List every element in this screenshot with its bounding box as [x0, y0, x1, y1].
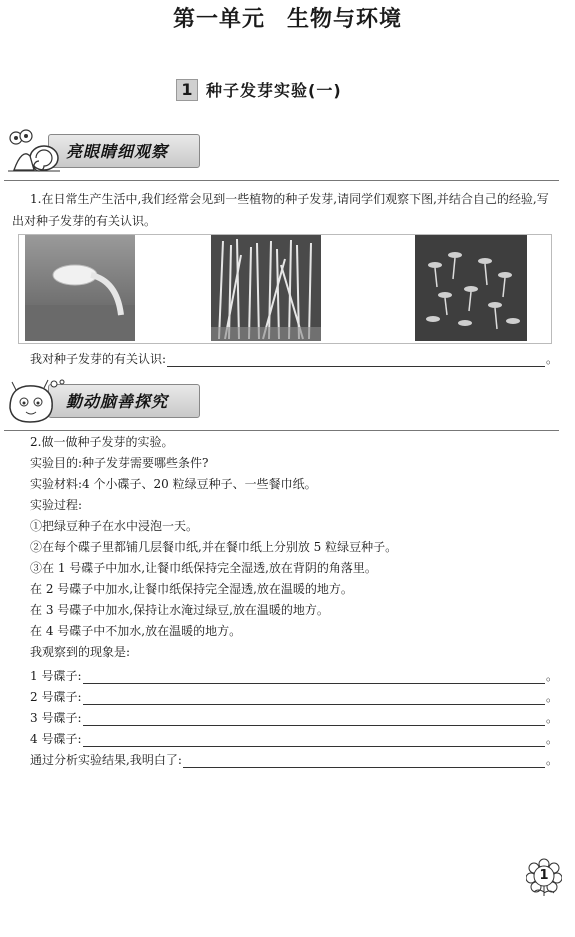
bean-sprouts-photo — [211, 235, 321, 341]
dish-3-answer-row: 3 号碟子: 。 — [30, 711, 558, 725]
experiment-process-label: 实验过程: — [30, 498, 83, 512]
divider — [4, 430, 559, 431]
unit-name: 生物与环境 — [287, 7, 403, 32]
dish-1-answer-row: 1 号碟子: 。 — [30, 669, 558, 683]
divider — [4, 180, 559, 181]
process-step-3: ③在 1 号碟子中加水,让餐巾纸保持完全湿透,放在背阴的角落里。 — [30, 561, 377, 575]
page-number-badge — [526, 858, 562, 894]
dish-4-answer-row: 4 号碟子: 。 — [30, 732, 558, 746]
question-2: 2.做一做种子发芽的实验。 — [30, 435, 174, 449]
dish-3-answer-line[interactable] — [83, 712, 545, 726]
unit-title — [0, 2, 575, 33]
process-dish-2: 在 2 号碟子中加水,让餐巾纸保持完全湿透,放在温暖的地方。 — [30, 582, 353, 596]
section-banner-label: 亮眼睛细观察 — [66, 142, 169, 161]
process-dish-4: 在 4 号碟子中不加水,放在温暖的地方。 — [30, 624, 242, 638]
dish-2-answer-row: 2 号碟子: 。 — [30, 690, 558, 704]
process-step-1: ①把绿豆种子在水中浸泡一天。 — [30, 519, 199, 533]
answer-line[interactable] — [167, 353, 545, 367]
dish-2-answer-line[interactable] — [83, 691, 545, 705]
sprouting-seed-photo — [25, 235, 135, 341]
photo-strip — [18, 234, 552, 344]
experiment-purpose: 实验目的:种子发芽需要哪些条件? — [30, 456, 209, 470]
thinking-creature-icon — [4, 378, 74, 426]
lesson-title: 种子发芽实验(一) — [206, 81, 342, 100]
section-banner-explore — [4, 378, 200, 422]
dish-4-answer-line[interactable] — [83, 733, 545, 747]
section-banner-label: 勤动脑善探究 — [66, 392, 169, 411]
process-dish-3: 在 3 号碟子中加水,保持让水淹过绿豆,放在温暖的地方。 — [30, 603, 329, 617]
lesson-heading — [176, 78, 342, 101]
lesson-number: 1 — [176, 79, 198, 101]
process-step-2: ②在每个碟子里都铺几层餐巾纸,并在餐巾纸上分别放 5 粒绿豆种子。 — [30, 540, 398, 554]
unit-number: 第一单元 — [172, 7, 265, 32]
snail-icon — [4, 128, 74, 176]
observation-label: 我观察到的现象是: — [30, 645, 131, 659]
answer-label: 我对种子发芽的有关认识: — [30, 352, 167, 366]
experiment-materials: 实验材料:4 个小碟子、20 粒绿豆种子、一些餐巾纸。 — [30, 477, 317, 491]
page-number: 1 — [539, 868, 549, 883]
section-banner-observe — [4, 128, 200, 172]
conclusion-row: 通过分析实验结果,我明白了: 。 — [30, 753, 558, 767]
experiment-text — [30, 432, 560, 768]
answer-row-1: 我对种子发芽的有关认识: 。 — [30, 352, 558, 366]
dish-1-answer-line[interactable] — [83, 670, 545, 684]
seedlings-photo — [415, 235, 527, 341]
question-1: 1.在日常生产生活中,我们经常会见到一些植物的种子发芽,请同学们观察下图,并结合自己的经验,写出对种子发芽的有关认识。 — [12, 192, 549, 228]
conclusion-line[interactable] — [183, 754, 545, 768]
